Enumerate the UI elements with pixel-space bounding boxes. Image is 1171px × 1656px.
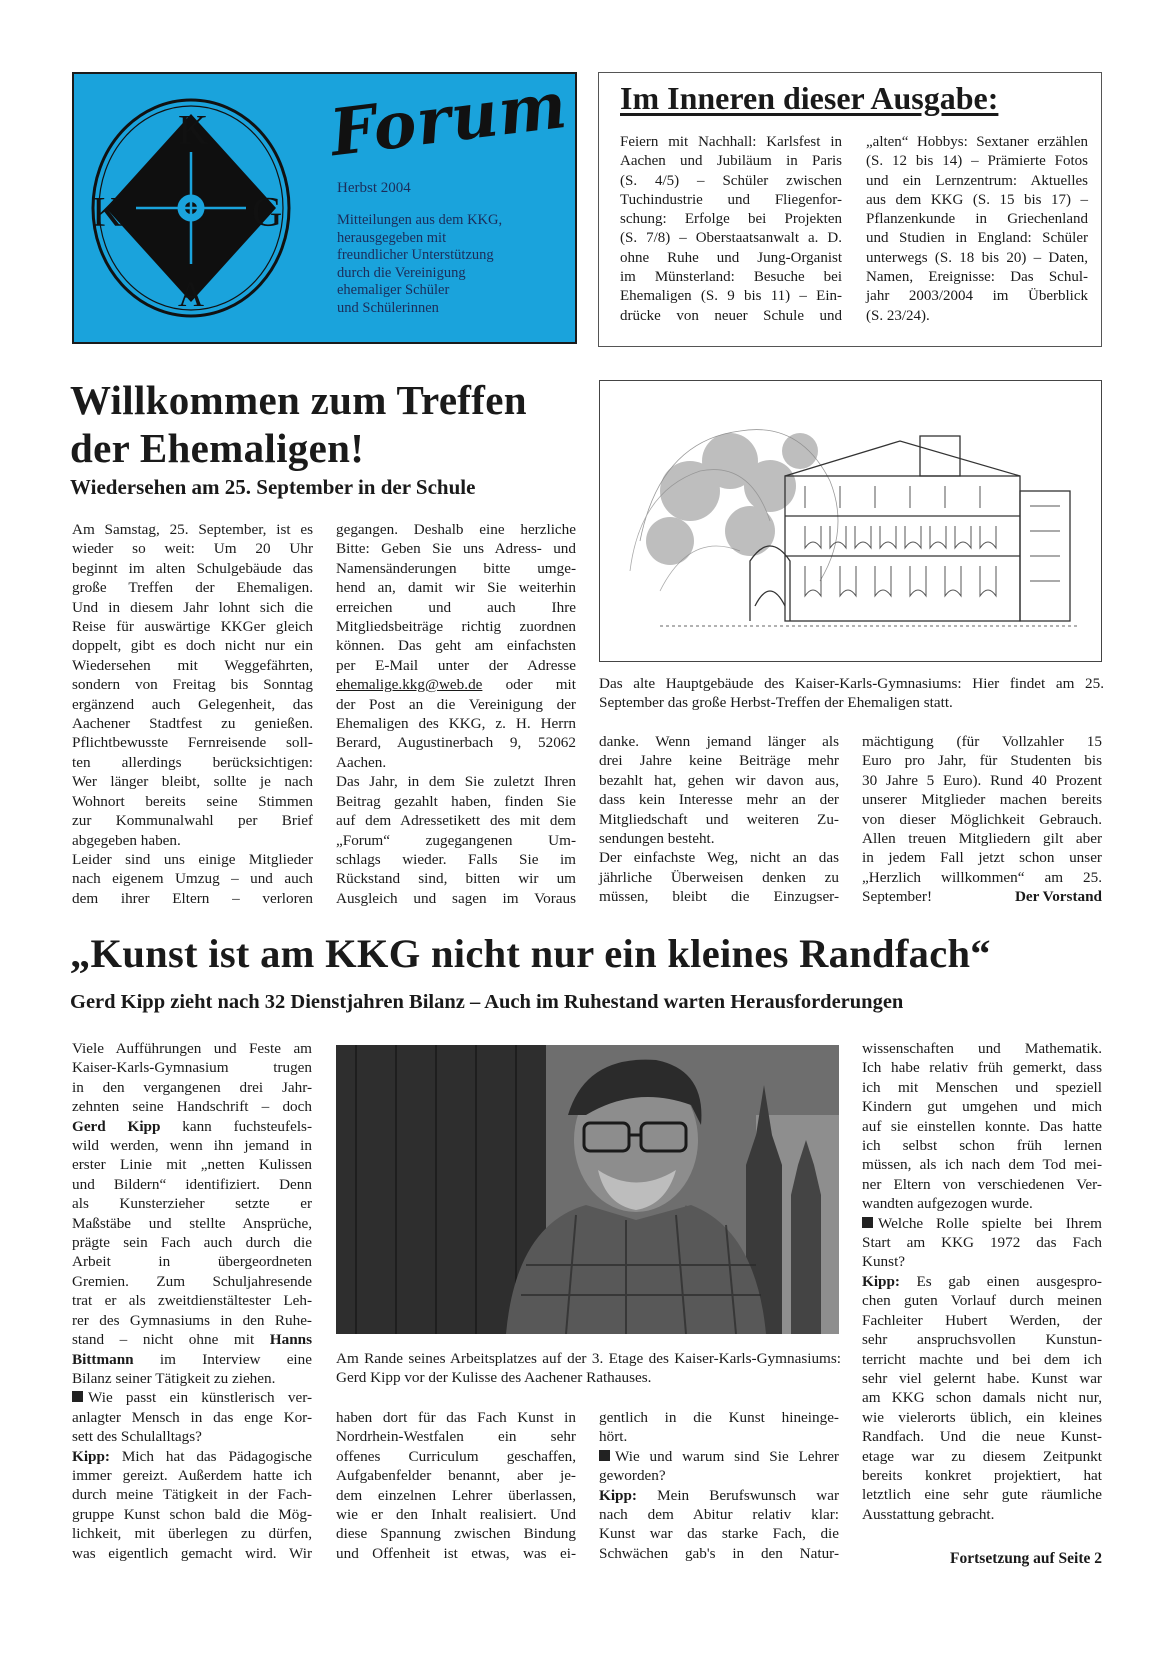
question-marker-icon [599, 1450, 610, 1461]
article2-headline: „Kunst ist am KKG nicht nur ein kleines Randfach“ [70, 931, 991, 976]
article1-col-3: danke. Wenn jemand länger als drei Jahre keine Beiträge mehr bezahlt hat, gehen wir davon aus, dass kein Interesse mehr an der Mitgliedschaft und weiteren Zu- sendungen besteht. Der einfachste Weg, nicht an das jährliche Überweisen denken zu müssen, bleibt die Einzugser- [599, 733, 839, 906]
svg-text:A: A [178, 274, 204, 314]
article2-col-1: Viele Aufführungen und Feste am Kaiser-Karls-Gymnasium trugen in den vergangenen drei Jahr- zehnten seine Handschrift – doch Gerd Kipp kann fuchsteufels- wild werden, wenn ihn jemand in erster Linie mit „netten Kulissen und Bildern“ identifiziert. Denn als Kunsterzieher setzte er Maßstäbe und stellte Ansprüche, prägte sein Fach auch durch die Arbeit in übergeordneten Gremien. Zum Schuljahresende trat er als zweitdienstältester Leh- rer des Gymnasiums in den Ruhe- stand – nicht ohne mit Hanns Bittmann im Interview eine Bilanz seiner Tätigkeit zu ziehen. Wie passt ein künstlerisch ver- anlagter Mensch in das enge Kor- sett des Schulalltags? Kipp: Mich hat das Pädagogische immer gereizt. Außerdem hatte ich durch meine Tätigkeit in der Fach- gruppe Kunst schon bald die Mög- lichkeit, mit überlegen zu dürfen, was eigentlich gemacht wird. Wir [72, 1040, 313, 1562]
article2-subheadline: Gerd Kipp zieht nach 32 Dienstjahren Bilanz – Auch im Ruhestand warten Herausforderungen [70, 991, 904, 1013]
toc-title: Im Inneren dieser Ausgabe: [620, 80, 999, 116]
svg-text:K: K [178, 108, 209, 154]
article1-col-1: Am Samstag, 25. September, ist es wieder so weit: Um 20 Uhr beginnt im alten Schulgebäude das große Treffen der Ehemaligen. Und in diesem Jahr lohnt sich die Reise für auswärtige KKGer gleich doppelt, gibt es doch nicht nur ein Wiedersehen mit Weggefährten, sondern von Freitag bis Sonntag ergänzend auch Gelegenheit, das Aachener Stadtfest zu genießen. Pflichtbewusste Fernreisende soll- ten allerdings berücksichtigen: Wer länger bleibt, sollte je nach Wohnort bereits seine Stimmen zur Kommunalwahl per Brief abgegeben haben. Leider sind uns einige Mitglieder nach eigenem Umzug – und auch dem ihrer Eltern – verloren [72, 521, 313, 907]
masthead-title: Forum [326, 67, 572, 172]
portrait-icon [336, 1045, 839, 1334]
question-marker-icon [72, 1391, 83, 1402]
article1-col-4: mächtigung (für Vollzahler 15 Euro pro Jahr, für Studenten bis 30 Jahre 5 Euro). Rund 40 Prozent unserer Mitglieder machen bereits von dieser Möglichkeit Gebrauch. Allen treuen Mitgliedern gilt aber in jedem Fall jetzt schon unser „Herzlich willkommen“ am 25. September! Der Vorstand [862, 733, 1102, 906]
article2-col-2: haben dort für das Fach Kunst in Nordrhein-Westfalen ein sehr offenes Curriculum geschaffen, Aufgabenfelder benannt, aber je- dem einzelnen Lehrer überlassen, wie er den Inhalt realisiert. Und diese Spannung zwischen Bindung und Offenheit ist etwas, was ei- [336, 1409, 576, 1562]
kkg-logo-icon [86, 92, 296, 324]
svg-text:G: G [252, 190, 283, 236]
article1-col-2: gegangen. Deshalb eine herzliche Bitte: Geben Sie uns Adress- und Namensänderungen bitte umge- hend an, damit wir Sie weiterhin erreichen und auch Ihre Mitgliedsbeiträge richtig zuordnen können. Das geht am einfachsten per E-Mail unter der Adresse ehemalige.kkg@web.de oder mit der Post an die Vereinigung der Ehemaligen des KKG, z. H. Herrn Berard, Augustinerbach 9, 52062 Aachen. Das Jahr, in dem Sie zuletzt Ihren Beitrag gezahlt haben, finden Sie auf dem Adressetikett des mit dem „Forum“ zugegangenen Um- schlags wieder. Falls Sie im Rückstand sind, bitten wir um Ausgleich und sagen im Voraus [336, 521, 576, 907]
toc-col-2: „alten“ Hobbys: Sextaner erzählen (S. 12 bis 14) – Prämierte Fotos und ein Lernzentrum: Aktuelles aus dem KKG (S. 15 bis 17) – Pflanzenkunde in Griechenland und Studien in England: Schüler unterwegs (S. 18 bis 20) – Daten, Namen, Ereignisse: Das Schul- jahr 2003/2004 im Überblick (S. 23/24). [866, 134, 1088, 324]
school-building-caption: Das alte Hauptgebäude des Kaiser-Karls-Gymnasiums: Hier findet am 25. September das große Herbst-Treffen der Ehemaligen statt. [599, 675, 1104, 712]
gerd-kipp-photo-caption: Am Rande seines Arbeitsplatzes auf der 3. Etage des Kaiser-Karls-Gymnasiums: Gerd Kipp vor der Kulisse des Aachener Rathauses. [336, 1350, 841, 1387]
article2-col-4: wissenschaften und Mathematik. Ich habe relativ früh gemerkt, dass ich mit Menschen und speziell Kindern gut umgehen und mich auf sie einstellen konnte. Das hatte ich selbst schon früh lernen müssen, als ich nach dem Tod mei- ner Eltern von verschiedenen Ver- wandten aufgezogen wurde. Welche Rolle spielte bei Ihrem Start am KKG 1972 das Fach Kunst? Kipp: Es gab einen ausgespro- chen guten Vorlauf durch meinen Fachleiter Hubert Werden, der sehr anspruchsvollen Kunstun- terricht machte und bei dem ich sehr viel gelernt habe. Kunst war am KKG schon damals nicht nur, wie vielerorts üblich, ein kleines Randfach. Und die neue Kunst- etage war zu diesem Zeitpunkt bereits konkret projektiert, hat letztlich eine sehr gute räumliche Ausstattung gebracht. [862, 1040, 1102, 1523]
continued-note: Fortsetzung auf Seite 2 [950, 1550, 1102, 1567]
article1-headline: Willkommen zum Treffen der Ehemaligen! [70, 377, 527, 471]
toc-col-1: Feiern mit Nachhall: Karlsfest in Aachen und Jubiläum in Paris (S. 4/5) – Schüler zwischen Tuchindustrie und Fliegenfor- schung: Erfolge bei Projekten (S. 7/8) – Oberstaatsanwalt a. D. ohne Ruhe und Jung-Organist im Münsterland: Besuche bei Ehemaligen (S. 9 bis 11) – Ein- drücke von neuer Schule und [620, 134, 842, 324]
article1-signature: Der Vorstand [1014, 888, 1102, 906]
article1-subheadline: Wiedersehen am 25. September in der Schule [70, 475, 476, 499]
building-sketch-icon [600, 381, 1100, 660]
masthead-season: Herbst 2004 [337, 180, 411, 196]
school-building-image [599, 380, 1102, 662]
gerd-kipp-photo [336, 1045, 839, 1334]
question-marker-icon [862, 1217, 873, 1228]
svg-text:K: K [92, 190, 123, 236]
masthead-subtitle: Mitteilungen aus dem KKG, herausgegeben mit freundlicher Unterstützung durch die Vereinigung ehemaliger Schüler und Schülerinnen [337, 212, 503, 316]
article2-col-3: gentlich in die Kunst hineinge- hört. Wie und warum sind Sie Lehrer geworden? Kipp: Mein Berufswunsch war nach dem Abitur relativ klar: Kunst war das starke Fach, die Schwächen gab's in den Natur- [599, 1409, 839, 1562]
email-link[interactable]: ehemalige.kkg@web.de [336, 676, 483, 694]
